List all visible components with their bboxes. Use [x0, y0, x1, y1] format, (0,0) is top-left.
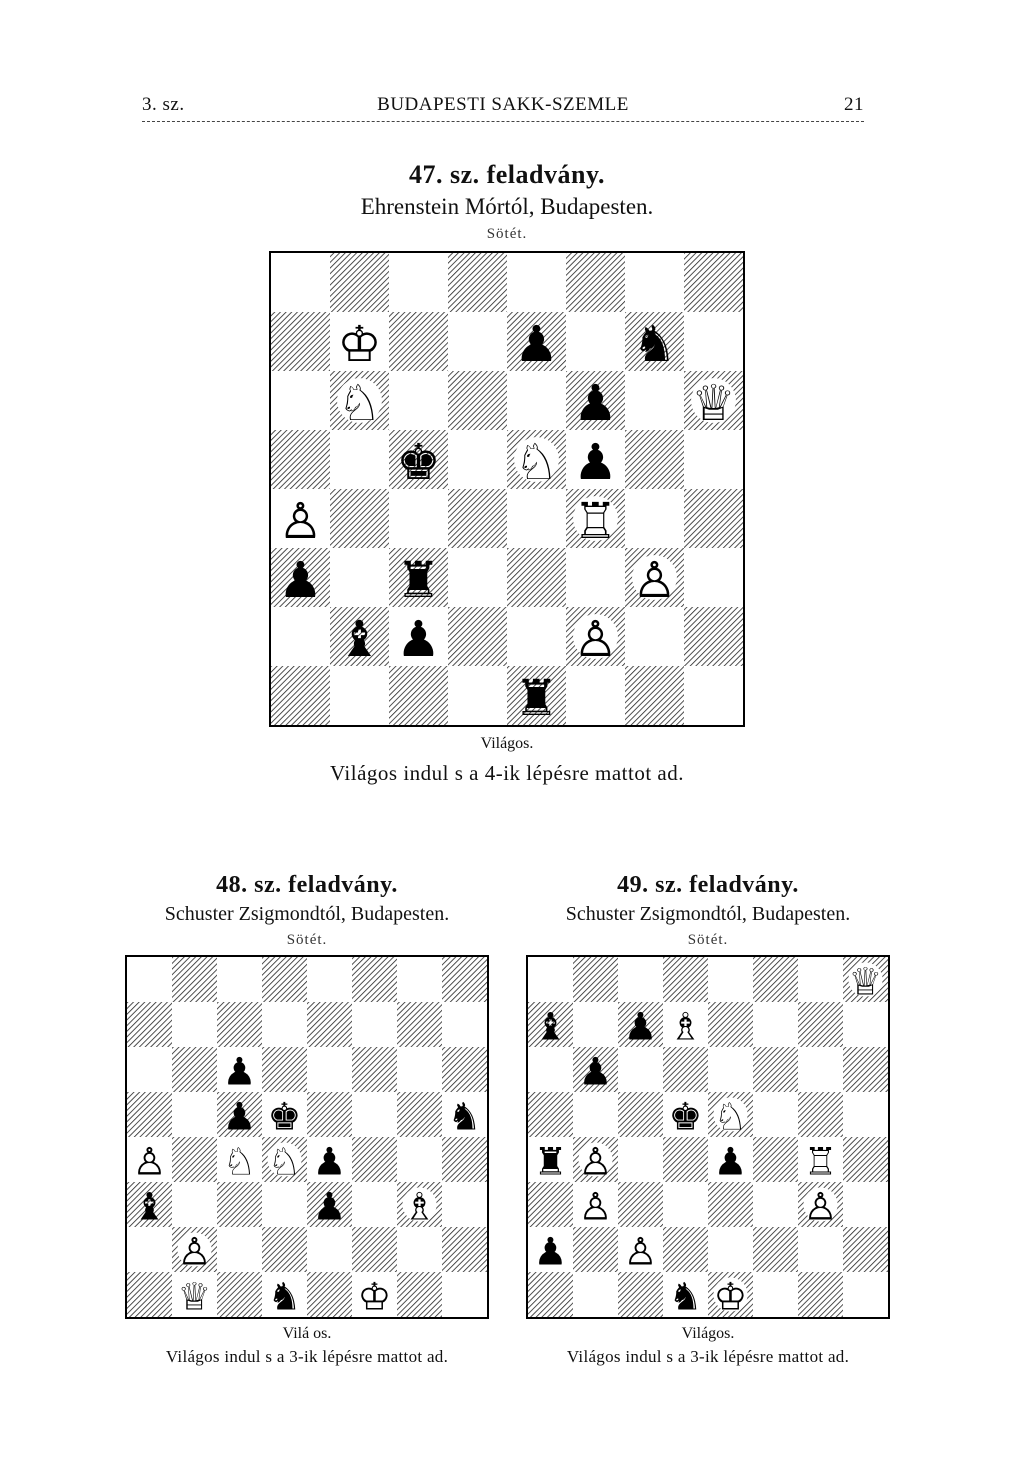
- problem-author: Schuster Zsigmondtól, Budapesten.: [565, 903, 851, 925]
- white-pawn-a4: ♙: [278, 491, 323, 550]
- light-square: [528, 1047, 573, 1092]
- white-bishop-d7: ♗: [668, 1004, 703, 1049]
- dark-square: [625, 430, 684, 489]
- problem-49: [518, 872, 898, 1367]
- dark-square: [307, 1272, 352, 1317]
- black-pawn-f5: ♟: [573, 432, 618, 491]
- page-header: [142, 92, 864, 124]
- problem-author: Ehrenstein Mórtól, Budapesten.: [360, 194, 654, 219]
- light-square: [625, 607, 684, 666]
- dark-square: [307, 1002, 352, 1047]
- light-square: [307, 957, 352, 1002]
- light-square: [330, 548, 389, 607]
- light-square: [708, 1227, 753, 1272]
- light-square: [389, 371, 448, 430]
- light-square: [397, 1137, 442, 1182]
- light-square: [573, 1272, 618, 1317]
- black-king-d5: ♚: [668, 1094, 703, 1139]
- black-pawn-c2: ♟: [396, 609, 441, 668]
- light-square: [352, 1002, 397, 1047]
- dark-square: [528, 1092, 573, 1137]
- light-square: [172, 1002, 217, 1047]
- dark-square: [127, 1272, 172, 1317]
- dark-square: [573, 1227, 618, 1272]
- light-square: [566, 312, 625, 371]
- problem-title: 48. sz. feladvány.: [216, 872, 398, 898]
- chess-board: [269, 251, 745, 727]
- light-square: [507, 371, 566, 430]
- light-square: [684, 666, 743, 725]
- white-knight-e5: ♘: [713, 1094, 748, 1139]
- white-king-f1: ♔: [357, 1274, 392, 1317]
- black-rook-e1: ♜: [514, 668, 559, 725]
- dark-square: [625, 666, 684, 725]
- black-side-label: Sötét.: [486, 226, 528, 242]
- dark-square: [330, 253, 389, 312]
- black-knight-g7: ♞: [632, 314, 677, 373]
- black-pawn-a3: ♟: [278, 550, 323, 609]
- dark-square: [663, 1227, 708, 1272]
- black-pawn-e3: ♟: [312, 1184, 347, 1229]
- dark-square: [684, 607, 743, 666]
- light-square: [566, 666, 625, 725]
- white-side-label: Világos.: [681, 1325, 735, 1342]
- white-bishop-g3: ♗: [402, 1184, 437, 1229]
- light-square: [262, 1182, 307, 1227]
- light-square: [573, 1092, 618, 1137]
- dark-square: [708, 1182, 753, 1227]
- black-knight-d1: ♞: [668, 1274, 703, 1317]
- dark-square: [663, 957, 708, 1002]
- dark-square: [618, 1092, 663, 1137]
- dark-square: [448, 253, 507, 312]
- dark-square: [352, 957, 397, 1002]
- chess-board: [526, 955, 890, 1319]
- light-square: [330, 430, 389, 489]
- light-square: [753, 1182, 798, 1227]
- dark-square: [172, 957, 217, 1002]
- dark-square: [843, 1047, 888, 1092]
- light-square: [507, 607, 566, 666]
- dark-square: [127, 1092, 172, 1137]
- light-square: [507, 253, 566, 312]
- light-square: [397, 1227, 442, 1272]
- dark-square: [448, 489, 507, 548]
- light-square: [217, 957, 262, 1002]
- white-pawn-g3: ♙: [803, 1184, 838, 1229]
- white-side-label: Vilá os.: [282, 1325, 332, 1342]
- white-pawn-c2: ♙: [623, 1229, 658, 1274]
- dark-square: [663, 1137, 708, 1182]
- light-square: [753, 1272, 798, 1317]
- dark-square: [528, 1182, 573, 1227]
- dark-square: [618, 1182, 663, 1227]
- dark-square: [271, 312, 330, 371]
- white-knight-d4: ♘: [267, 1139, 302, 1184]
- dark-square: [352, 1137, 397, 1182]
- light-square: [625, 489, 684, 548]
- dark-square: [442, 1227, 487, 1272]
- dark-square: [442, 1047, 487, 1092]
- light-square: [271, 371, 330, 430]
- dark-square: [271, 666, 330, 725]
- white-pawn-f2: ♙: [573, 609, 618, 668]
- black-rook-c3: ♜: [396, 550, 441, 609]
- dark-square: [217, 1002, 262, 1047]
- light-square: [708, 1047, 753, 1092]
- light-square: [843, 1092, 888, 1137]
- problem-48: [112, 872, 502, 1367]
- dark-square: [172, 1047, 217, 1092]
- issue-number: 3. sz.: [142, 94, 185, 115]
- light-square: [330, 666, 389, 725]
- black-king-c5: ♚: [396, 432, 441, 491]
- dark-square: [330, 489, 389, 548]
- black-pawn-a2: ♟: [533, 1229, 568, 1274]
- problem-author: Schuster Zsigmondtól, Budapesten.: [164, 903, 450, 925]
- stipulation: Világos indul s a 3-ik lépésre mattot ad.: [165, 1347, 449, 1366]
- white-knight-e5: ♘: [514, 432, 559, 491]
- white-queen-h8: ♕: [848, 959, 883, 1004]
- black-pawn-f6: ♟: [573, 373, 618, 432]
- light-square: [352, 1182, 397, 1227]
- light-square: [625, 253, 684, 312]
- dark-square: [573, 957, 618, 1002]
- light-square: [843, 1002, 888, 1047]
- black-pawn-c5: ♟: [222, 1094, 257, 1139]
- white-rook-f4: ♖: [573, 491, 618, 550]
- dark-square: [217, 1182, 262, 1227]
- light-square: [618, 1137, 663, 1182]
- black-bishop-a3: ♝: [132, 1184, 167, 1229]
- dark-square: [753, 957, 798, 1002]
- light-square: [566, 548, 625, 607]
- light-square: [307, 1047, 352, 1092]
- black-pawn-e4: ♟: [312, 1139, 347, 1184]
- header-rule: [142, 121, 864, 122]
- dark-square: [753, 1047, 798, 1092]
- dark-square: [397, 1002, 442, 1047]
- light-square: [271, 253, 330, 312]
- dark-square: [442, 957, 487, 1002]
- light-square: [684, 430, 743, 489]
- dark-square: [307, 1092, 352, 1137]
- dark-square: [352, 1047, 397, 1092]
- light-square: [573, 1002, 618, 1047]
- black-rook-a4: ♜: [533, 1139, 568, 1184]
- dark-square: [843, 1137, 888, 1182]
- light-square: [262, 1002, 307, 1047]
- black-knight-d1: ♞: [267, 1274, 302, 1317]
- black-bishop-b2: ♝: [337, 609, 382, 668]
- white-king-e1: ♔: [713, 1274, 748, 1317]
- stipulation: Világos indul s a 4-ik lépésre mattot ad.: [330, 761, 684, 785]
- dark-square: [528, 1272, 573, 1317]
- dark-square: [843, 1227, 888, 1272]
- light-square: [684, 312, 743, 371]
- white-side-label: Világos.: [480, 735, 534, 752]
- problem-47: [262, 160, 752, 786]
- stipulation: Világos indul s a 3-ik lépésre mattot ad.: [566, 1347, 850, 1366]
- black-side-label: Sötét.: [687, 932, 729, 948]
- dark-square: [566, 253, 625, 312]
- dark-square: [448, 607, 507, 666]
- dark-square: [127, 1002, 172, 1047]
- journal-title: BUDAPESTI SAKK-SZEMLE: [377, 94, 629, 115]
- black-pawn-c6: ♟: [222, 1049, 257, 1094]
- dark-square: [397, 1272, 442, 1317]
- dark-square: [217, 1272, 262, 1317]
- light-square: [618, 957, 663, 1002]
- white-pawn-b4: ♙: [578, 1139, 613, 1184]
- dark-square: [663, 1047, 708, 1092]
- black-bishop-a7: ♝: [533, 1004, 568, 1049]
- light-square: [172, 1092, 217, 1137]
- dark-square: [262, 957, 307, 1002]
- light-square: [507, 489, 566, 548]
- light-square: [397, 957, 442, 1002]
- chess-board: [125, 955, 489, 1319]
- black-knight-h5: ♞: [447, 1094, 482, 1139]
- dark-square: [389, 666, 448, 725]
- light-square: [528, 957, 573, 1002]
- white-pawn-a4: ♙: [132, 1139, 167, 1184]
- dark-square: [507, 548, 566, 607]
- white-king-b7: ♔: [337, 314, 382, 373]
- dark-square: [262, 1227, 307, 1272]
- black-pawn-e4: ♟: [713, 1139, 748, 1184]
- light-square: [843, 1182, 888, 1227]
- light-square: [798, 1047, 843, 1092]
- light-square: [798, 1227, 843, 1272]
- light-square: [843, 1272, 888, 1317]
- light-square: [448, 548, 507, 607]
- light-square: [389, 253, 448, 312]
- dark-square: [753, 1227, 798, 1272]
- light-square: [448, 312, 507, 371]
- white-queen-h6: ♕: [691, 373, 736, 432]
- dark-square: [442, 1137, 487, 1182]
- light-square: [307, 1227, 352, 1272]
- dark-square: [684, 253, 743, 312]
- light-square: [442, 1182, 487, 1227]
- white-rook-g4: ♖: [803, 1139, 838, 1184]
- light-square: [753, 1002, 798, 1047]
- dark-square: [684, 489, 743, 548]
- dark-square: [798, 1002, 843, 1047]
- light-square: [448, 666, 507, 725]
- white-pawn-b2: ♙: [177, 1229, 212, 1274]
- dark-square: [753, 1137, 798, 1182]
- light-square: [127, 1227, 172, 1272]
- dark-square: [798, 1272, 843, 1317]
- light-square: [684, 548, 743, 607]
- dark-square: [389, 312, 448, 371]
- dark-square: [708, 1002, 753, 1047]
- dark-square: [172, 1137, 217, 1182]
- light-square: [172, 1182, 217, 1227]
- black-side-label: Sötét.: [286, 932, 328, 948]
- dark-square: [798, 1092, 843, 1137]
- white-knight-b6: ♘: [337, 373, 382, 432]
- white-pawn-g3: ♙: [632, 550, 677, 609]
- light-square: [352, 1092, 397, 1137]
- light-square: [753, 1092, 798, 1137]
- light-square: [448, 430, 507, 489]
- light-square: [397, 1047, 442, 1092]
- white-queen-b1: ♕: [177, 1274, 212, 1317]
- light-square: [708, 957, 753, 1002]
- dark-square: [618, 1272, 663, 1317]
- black-king-d5: ♚: [267, 1094, 302, 1139]
- black-pawn-c7: ♟: [623, 1004, 658, 1049]
- light-square: [127, 1047, 172, 1092]
- white-knight-c4: ♘: [222, 1139, 257, 1184]
- light-square: [389, 489, 448, 548]
- light-square: [442, 1272, 487, 1317]
- light-square: [663, 1182, 708, 1227]
- light-square: [625, 371, 684, 430]
- dark-square: [262, 1047, 307, 1092]
- light-square: [618, 1047, 663, 1092]
- light-square: [442, 1002, 487, 1047]
- dark-square: [397, 1092, 442, 1137]
- light-square: [127, 957, 172, 1002]
- dark-square: [352, 1227, 397, 1272]
- problem-title: 49. sz. feladvány.: [617, 872, 799, 898]
- problem-title: 47. sz. feladvány.: [408, 160, 606, 189]
- dark-square: [271, 430, 330, 489]
- light-square: [271, 607, 330, 666]
- black-pawn-b6: ♟: [578, 1049, 613, 1094]
- white-pawn-b3: ♙: [578, 1184, 613, 1229]
- page-number: 21: [844, 94, 864, 115]
- light-square: [798, 957, 843, 1002]
- black-pawn-e7: ♟: [514, 314, 559, 373]
- dark-square: [448, 371, 507, 430]
- light-square: [217, 1227, 262, 1272]
